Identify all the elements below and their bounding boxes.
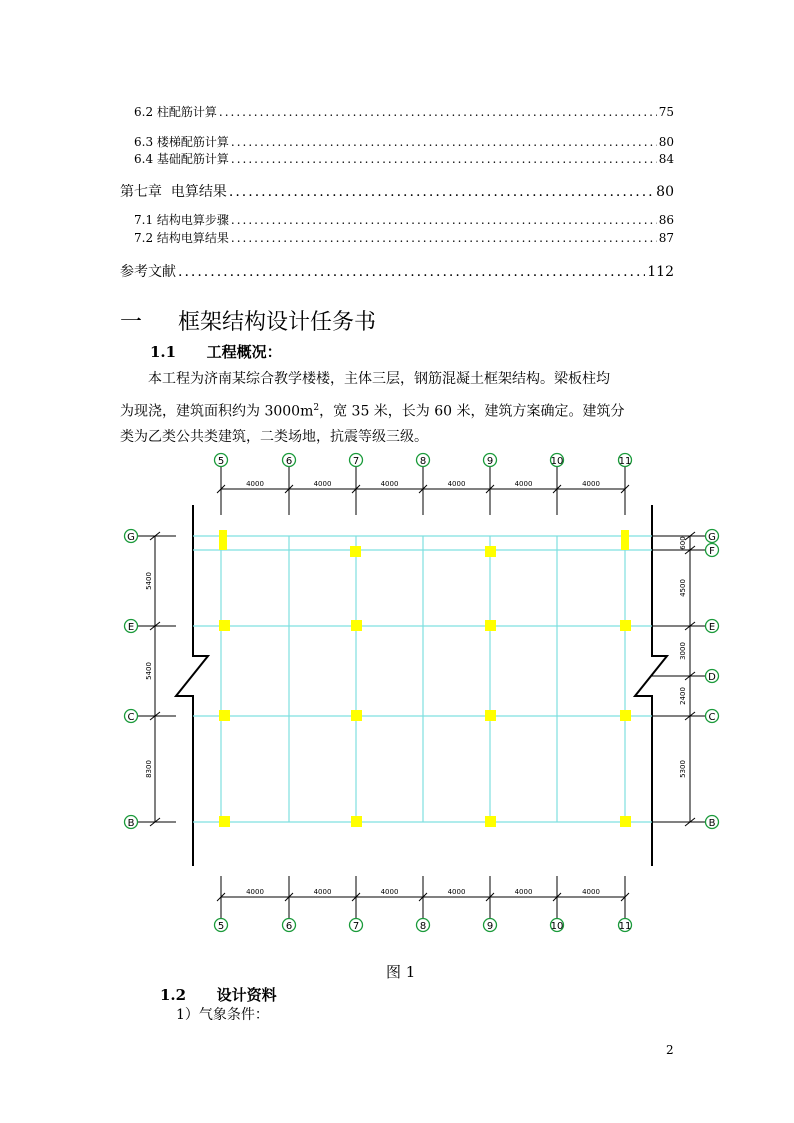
text-span: 为现浇，建筑面积约为 3000m	[120, 403, 314, 420]
axis-label: G	[127, 532, 135, 543]
column-marker	[620, 710, 631, 721]
column-marker	[485, 816, 496, 827]
column-marker	[351, 620, 362, 631]
column-marker	[219, 816, 230, 827]
toc-page: 84	[658, 152, 674, 166]
axis-label: B	[708, 818, 716, 829]
dimension-label: 4000	[313, 888, 332, 896]
toc-entry	[134, 229, 674, 246]
column-marker	[621, 530, 629, 550]
toc-page: 75	[658, 105, 674, 119]
axis-label: 6	[285, 456, 293, 467]
toc-page: 112	[647, 264, 674, 280]
column-marker	[351, 816, 362, 827]
axis-label: 5	[217, 456, 225, 467]
toc-leader	[231, 135, 657, 149]
break-line-right	[635, 505, 667, 866]
dimension-label: 4000	[313, 480, 332, 488]
column-marker	[485, 546, 496, 557]
toc-label: 6.4 基础配筋计算	[134, 152, 229, 166]
column-marker	[351, 710, 362, 721]
dimension-label: 4000	[582, 888, 600, 896]
dimension-label: 4000	[447, 888, 466, 896]
axis-label: E	[127, 622, 135, 633]
dimension-label: 8300	[145, 760, 153, 778]
toc-page: 80	[658, 135, 674, 149]
dimension-label: 4000	[246, 480, 264, 488]
axis-label: D	[708, 672, 716, 683]
axis-label: 11	[618, 456, 632, 467]
dimension-label: 4000	[582, 480, 600, 488]
section-number: 1.2	[160, 986, 187, 1004]
section-heading	[150, 341, 282, 362]
axis-label: 8	[419, 456, 427, 467]
dimension-label: 600	[679, 536, 687, 550]
dimension-label: 4000	[514, 888, 533, 896]
toc-entry	[134, 103, 674, 120]
chapter-title: 框架结构设计任务书	[178, 310, 377, 335]
column-marker	[620, 816, 631, 827]
break-line-left	[176, 505, 208, 866]
axis-label: 10	[550, 921, 564, 932]
toc-leader	[231, 213, 657, 227]
figure-caption: 图 1	[386, 963, 416, 981]
toc-leader	[229, 184, 654, 200]
column-marker	[219, 530, 227, 550]
framing-plan-drawing	[0, 445, 794, 945]
axis-label: F	[709, 546, 715, 557]
toc-page: 87	[658, 231, 674, 245]
list-item: 1）气象条件：	[176, 1007, 269, 1023]
toc-page: 86	[658, 213, 674, 227]
dimension-label: 4000	[514, 480, 533, 488]
axis-label: 9	[486, 456, 494, 467]
dimension-label: 4000	[447, 480, 466, 488]
chapter-heading	[120, 305, 376, 336]
dimension-label: 2400	[679, 687, 687, 705]
toc-label: 7.2 结构电算结果	[134, 231, 229, 245]
paragraph-line: 类为乙类公共类建筑，二类场地，抗震等级三级。	[120, 429, 428, 445]
section-number: 1.1	[150, 343, 177, 361]
section-title: 设计资料	[216, 986, 277, 1004]
axis-label: 9	[486, 921, 494, 932]
axis-label: E	[708, 622, 716, 633]
axis-label: 5	[217, 921, 225, 932]
toc-page: 80	[656, 184, 674, 200]
toc-entry	[120, 181, 674, 201]
axis-label: 6	[285, 921, 293, 932]
axis-label: C	[127, 712, 135, 723]
paragraph-line	[120, 396, 625, 424]
axis-label: 8	[419, 921, 427, 932]
dimension-label: 5400	[145, 572, 153, 590]
toc-label: 6.3 楼梯配筋计算	[134, 135, 229, 149]
axis-label: 7	[352, 921, 360, 932]
dimension-label: 4500	[679, 579, 687, 597]
column-marker	[350, 546, 361, 557]
axis-label: C	[708, 712, 716, 723]
dimension-label: 5300	[679, 760, 687, 778]
superscript: 2	[313, 403, 320, 413]
toc-label: 参考文献	[120, 264, 176, 280]
toc-label: 第七章 电算结果	[120, 184, 227, 200]
column-marker	[485, 620, 496, 631]
column-marker	[620, 620, 631, 631]
axis-label: B	[127, 818, 135, 829]
dimension-label: 4000	[380, 480, 399, 488]
dimension-label: 4000	[246, 888, 264, 896]
axis-label: 10	[550, 456, 564, 467]
toc-leader	[231, 231, 657, 245]
toc-leader	[219, 105, 657, 119]
column-marker	[485, 710, 496, 721]
section-title: 工程概况：	[206, 343, 282, 361]
section-heading	[160, 984, 277, 1005]
axis-label: G	[708, 532, 716, 543]
column-marker	[219, 620, 230, 631]
page-number: 2	[666, 1043, 674, 1057]
dimension-label: 3000	[679, 642, 687, 660]
toc-label: 6.2 柱配筋计算	[134, 105, 217, 119]
toc-entry	[134, 133, 674, 150]
dimension-label: 5400	[145, 662, 153, 680]
chapter-number: 一	[120, 310, 143, 335]
toc-entry	[134, 150, 674, 167]
column-marker	[219, 710, 230, 721]
axis-label: 7	[352, 456, 360, 467]
toc-entry	[134, 211, 674, 228]
toc-entry	[120, 261, 674, 281]
toc-label: 7.1 结构电算步骤	[134, 213, 229, 227]
axis-label: 11	[618, 921, 632, 932]
paragraph-line: 本工程为济南某综合教学楼楼，主体三层，钢筋混凝土框架结构。梁板柱均	[148, 371, 610, 387]
dimension-label: 4000	[380, 888, 399, 896]
toc-leader	[178, 264, 645, 280]
text-span: ，宽 35 米，长为 60 米，建筑方案确定。建筑分	[319, 403, 625, 420]
toc-leader	[231, 152, 657, 166]
